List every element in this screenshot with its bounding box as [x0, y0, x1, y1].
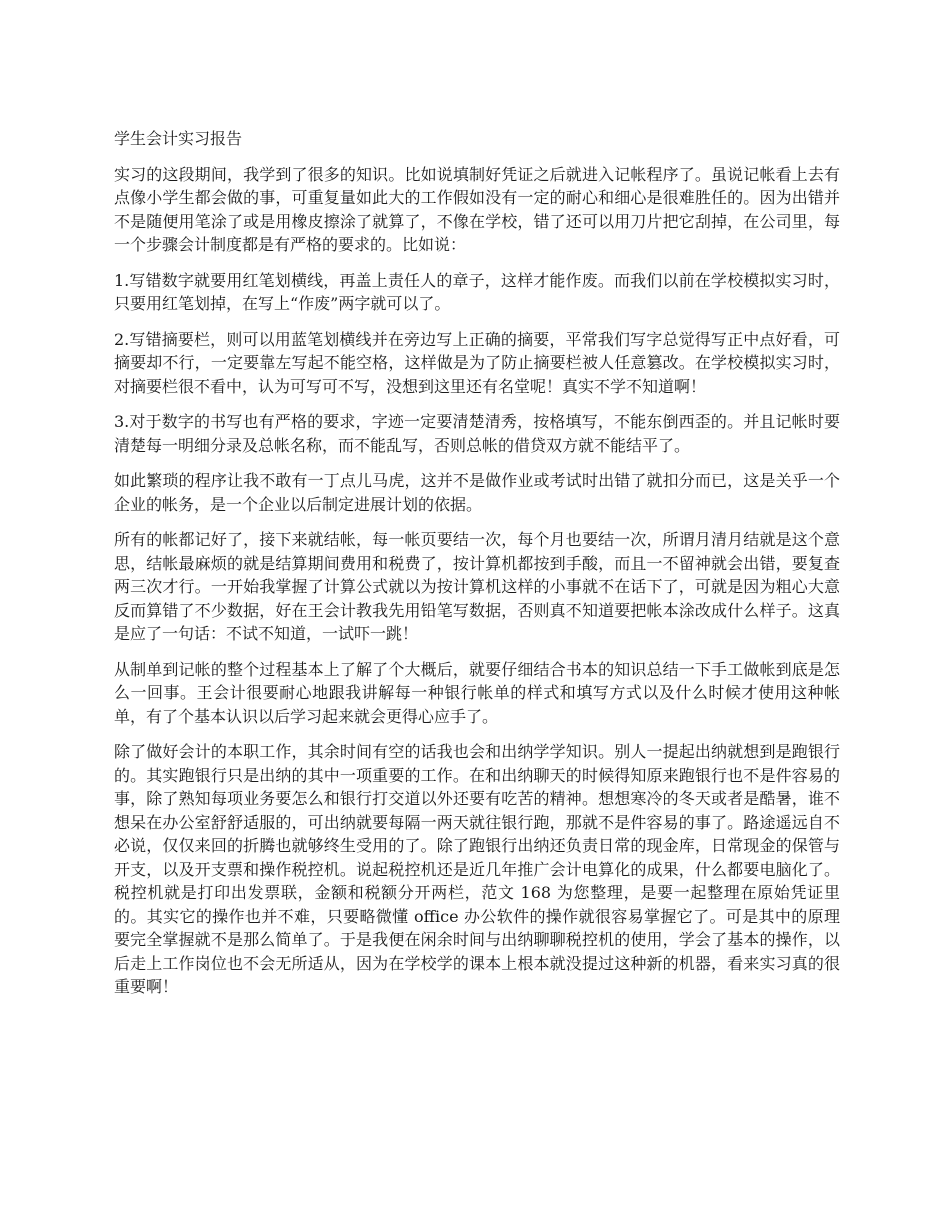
paragraph-closing-accounts: 所有的帐都记好了，接下来就结帐，每一帐页要结一次，每个月也要结一次，所谓月清月结就是这个意思，结帐最麻烦的就是结算期间费用和税费了，按计算机都按到手酸，而且一不留神就会出错，要复查两三次才行。一开始我掌握了计算公式就以为按计算机这样的小事就不在话下了，可就是因为粗心大意反而算错了不少数据，好在王会计教我先用铅笔写数据，否则真不知道要把帐本涂改成什么样子。这真是应了一句话：不试不知道，一试吓一跳！ [114, 530, 840, 643]
paragraph-rule-1: 1.写错数字就要用红笔划横线，再盖上责任人的章子，这样才能作废。而我们以前在学校模拟实习时，只要用红笔划掉，在写上“作废”两字就可以了。 [114, 270, 840, 313]
document-title: 学生会计实习报告 [114, 129, 243, 148]
paragraph-summary: 从制单到记帐的整个过程基本上了解了个大概后，就要仔细结合书本的知识总结一下手工做帐到底是怎么一回事。王会计很要耐心地跟我讲解每一种银行帐单的样式和填写方式以及什么时候才使用这种帐单，有了个基本认识以后学习起来就会更得心应手了。 [114, 659, 840, 726]
paragraph-caution: 如此繁琐的程序让我不敢有一丁点儿马虎，这并不是做作业或考试时出错了就扣分而已，这是关乎一个企业的帐务，是一个企业以后制定进展计划的依据。 [114, 471, 840, 514]
paragraph-cashier: 除了做好会计的本职工作，其余时间有空的话我也会和出纳学学知识。别人一提起出纳就想到是跑银行的。其实跑银行只是出纳的其中一项重要的工作。在和出纳聊天的时候得知原来跑银行也不是件容易的事，除了熟知每项业务要怎么和银行打交道以外还要有吃苦的精神。想想寒冷的冬天或者是酷暑，谁不想呆在办公室舒舒适服的，可出纳就要每隔一两天就往银行跑，那就不是件容易的事了。路途遥远自不必说，仅仅来回的折腾也就够终生受用的了。除了跑银行出纳还负责日常的现金库，日常现金的保管与开支，以及开支票和操作税控机。说起税控机还是近几年推广会计电算化的成果，什么都要电脑化了。税控机就是打印出发票联，金额和税额分开两栏，范文 168 为您整理，是要一起整理在原始凭证里的。其实它的操作也并不难，只要略微懂 office 办公软件的操作就很容易掌握它了。可是其中的原理要完全掌握就不是那么简单了。于是我便在闲余时间与出纳聊聊税控机的使用，学会了基本的操作，以后走上工作岗位也不会无所适从，因为在学校学的课本上根本就没提过这种新的机器，看来实习真的很重要啊！ [114, 742, 840, 996]
document-body [114, 127, 840, 1011]
paragraph-rule-3: 3.对于数字的书写也有严格的要求，字迹一定要清楚清秀，按格填写，不能东倒西歪的。并且记帐时要清楚每一明细分录及总帐名称，而不能乱写，否则总帐的借贷双方就不能结平了。 [114, 412, 840, 455]
paragraph-rule-2: 2.写错摘要栏，则可以用蓝笔划横线并在旁边写上正确的摘要，平常我们写字总觉得写正中点好看，可摘要却不行，一定要靠左写起不能空格，这样做是为了防止摘要栏被人任意篡改。在学校模拟实习时，对摘要栏很不看中，认为可写可不写，没想到这里还有名堂呢！真实不学不知道啊！ [114, 329, 840, 396]
paragraph-intro: 实习的这段期间，我学到了很多的知识。比如说填制好凭证之后就进入记帐程序了。虽说记帐看上去有点像小学生都会做的事，可重复量如此大的工作假如没有一定的耐心和细心是很难胜任的。因为出错并不是随便用笔涂了或是用橡皮擦涂了就算了，不像在学校，错了还可以用刀片把它刮掉，在公司里，每一个步骤会计制度都是有严格的要求的。比如说： [114, 164, 840, 254]
